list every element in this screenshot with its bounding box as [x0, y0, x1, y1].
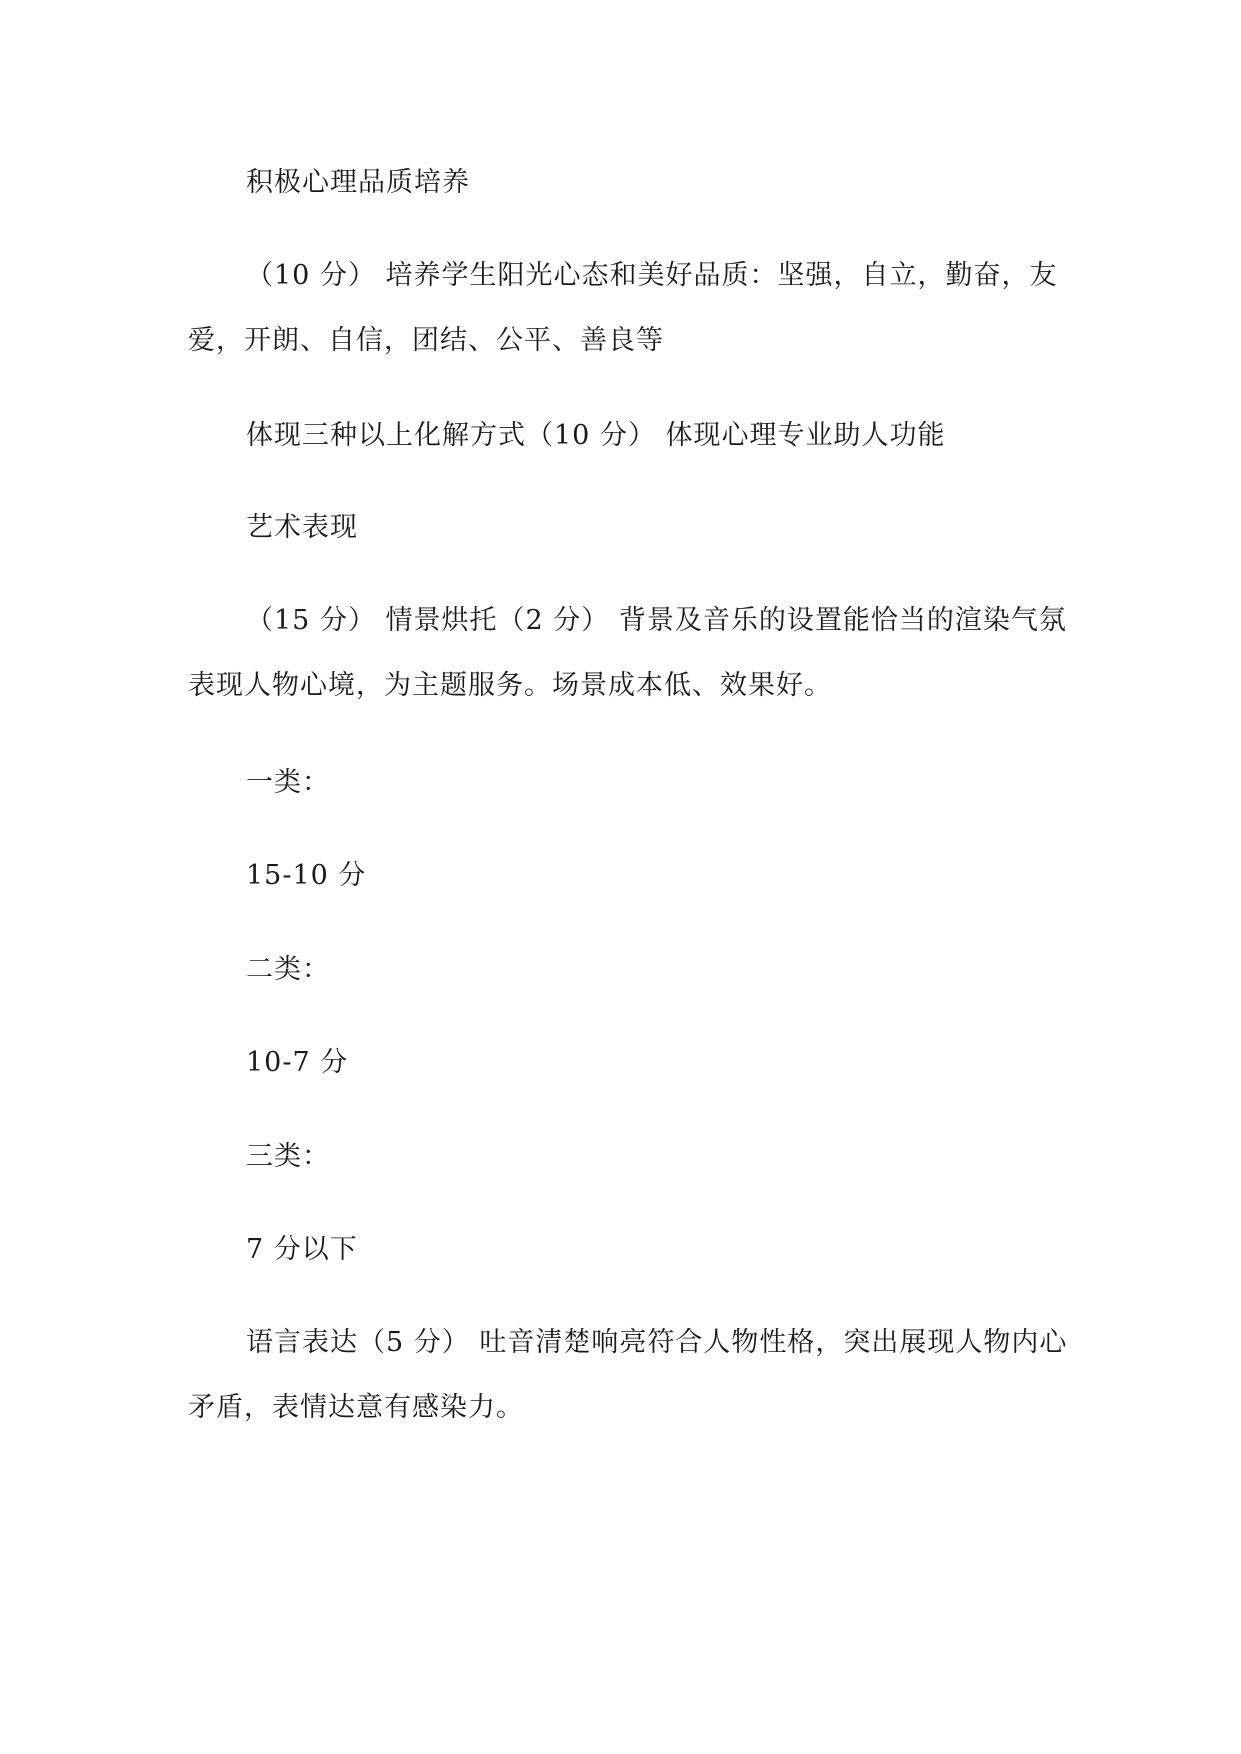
paragraph-class-one: 一类： [246, 767, 330, 798]
paragraph-resolution-methods: 体现三种以上化解方式（10 分） 体现心理专业助人功能 [246, 420, 946, 451]
paragraph-qualities: （10 分） 培养学生阳光心态和美好品质：坚强，自立，勤奋，友爱，开朗、自信，团结、公平、善良等 [188, 260, 1058, 356]
paragraph-language-expression: 语言表达（5 分） 吐音清楚响亮符合人物性格，突出展现人物内心矛盾，表情达意有感染力。 [188, 1327, 1068, 1423]
paragraph-class-two: 二类： [246, 954, 330, 985]
paragraph-score-one: 15-10 分 [246, 860, 367, 891]
paragraph-heading-art-expression: 艺术表现 [246, 512, 358, 543]
paragraph-class-three: 三类： [246, 1141, 330, 1172]
paragraph-score-two: 10-7 分 [246, 1047, 349, 1078]
paragraph-scene-setting: （15 分） 情景烘托（2 分） 背景及音乐的设置能恰当的渲染气氛表现人物心境，为主题服务。场景成本低、效果好。 [188, 605, 1067, 701]
paragraph-score-three: 7 分以下 [246, 1234, 358, 1265]
paragraph-heading-positive-psychology: 积极心理品质培养 [246, 167, 470, 198]
